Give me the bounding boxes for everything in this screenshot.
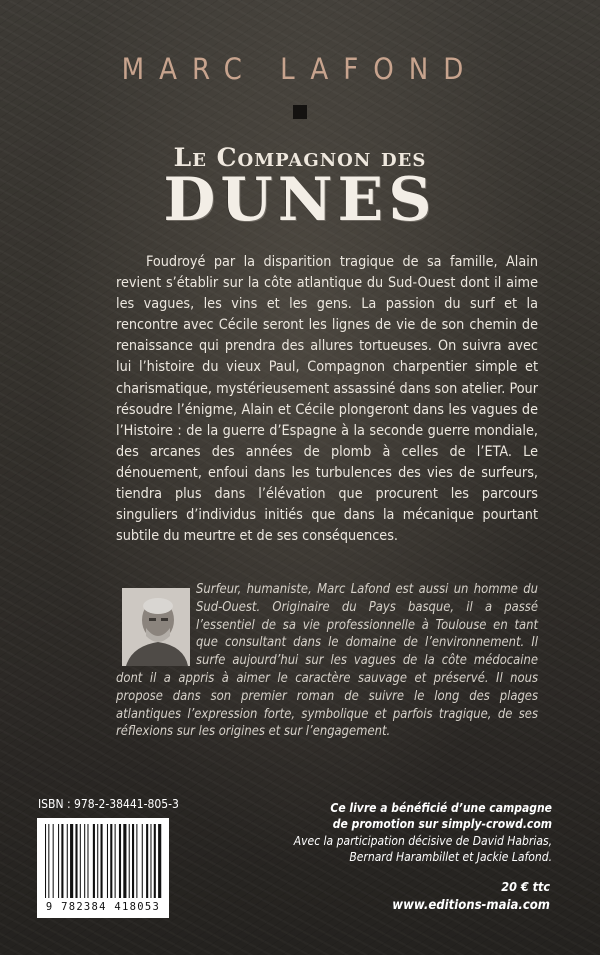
barcode-bar	[45, 824, 46, 898]
barcode-bar	[48, 824, 49, 898]
barcode-bar	[70, 824, 73, 898]
price: 20 € ttc	[501, 879, 550, 894]
barcode-bar	[132, 824, 134, 898]
promo-line-1: Ce livre a bénéficié d’une campagne	[330, 801, 552, 815]
barcode-bar	[61, 824, 63, 898]
barcode-bar	[123, 824, 126, 898]
barcode-digits: 9 782384 418053	[45, 901, 161, 913]
book-subtitle: Le Compagnon des	[173, 143, 427, 172]
synopsis-text: Foudroyé par la disparition tragique de sa famille, Alain revient s’établir sur la côte atlantique du Sud-Ouest dont il aime les vagues, les vins et les gens. La passion du surf et la rencontre avec Cécile seront les lignes de vie de son chemin de renaissance qui prendra des allures tortueuses. On suivra avec lui l’histoire du vieux Paul, Compagnon charpentier simple et charismatique, mystérieusement assassiné dans son atelier. Pour résoudre l’énigme, Alain et Cécile plongeront dans les vagues de l’Histoire : de la guerre d’Espagne à la seconde guerre mondiale, des arcanes des années de plomb à celles de l’ETA. Le dénouement, enfoui dans les turbulences des vies de surfeurs, tiendra plus dans l’élévation que procurent les parcours singuliers d’individus initiés que dans la mécanique pourtant subtile du meurtre et de ses conséquences.	[116, 254, 538, 545]
author-bio	[116, 581, 538, 741]
barcode-bar	[101, 824, 103, 898]
barcode-bar	[110, 824, 112, 898]
author-bio-text: Surfeur, humaniste, Marc Lafond est aussi un homme du Sud-Ouest. Originaire du Pays basque, il a passé l’essentiel de sa vie professionnelle à Toulouse en tant que consultant dans le domaine de l’environnement. Il surfe aujourd’hui sur les vagues de la côte médocaine dont il a appris à aimer le caractère sauvage et préservé. Il nous propose dans son premier roman de suivre le long des plages atlantiques l’expression forte, symbolique et parfois tragique, de ses réflexions sur les origines et sur l’engagement.	[116, 582, 538, 740]
barcode-bar	[115, 824, 116, 898]
isbn: ISBN : 978-2-38441-805-3	[38, 797, 179, 811]
barcode-bar	[75, 824, 77, 898]
promo-line-2: de promotion sur simply-crowd.com	[332, 817, 552, 832]
barcode-bar	[119, 824, 121, 898]
publisher-website[interactable]: www.editions-maia.com	[392, 898, 550, 913]
barcode-bar	[87, 824, 88, 898]
barcode-bar	[158, 824, 161, 898]
barcode-bar	[84, 824, 85, 898]
barcode-bar	[142, 824, 143, 898]
promo-line-4: Bernard Harambillet et Jackie Lafond.	[349, 849, 552, 864]
barcode-bar	[97, 824, 98, 898]
barcode-bar	[67, 824, 68, 898]
barcode	[37, 818, 169, 918]
barcode-bar	[107, 824, 108, 898]
promotion-note	[232, 800, 552, 865]
barcode-bar	[150, 824, 151, 898]
barcode-bar	[93, 824, 95, 898]
barcode-bar	[146, 824, 148, 898]
author-name: MARC LAFOND	[121, 52, 479, 86]
barcode-bar	[136, 824, 137, 898]
barcode-bar	[80, 824, 81, 898]
title-separator-square	[293, 105, 307, 119]
barcode-bar	[53, 824, 54, 898]
promo-line-3: Avec la participation décisive de David Habrias,	[293, 833, 552, 848]
barcode-bar	[129, 824, 130, 898]
barcode-bar	[58, 824, 59, 898]
book-title: DUNES	[163, 165, 437, 235]
barcode-bar	[154, 824, 156, 898]
